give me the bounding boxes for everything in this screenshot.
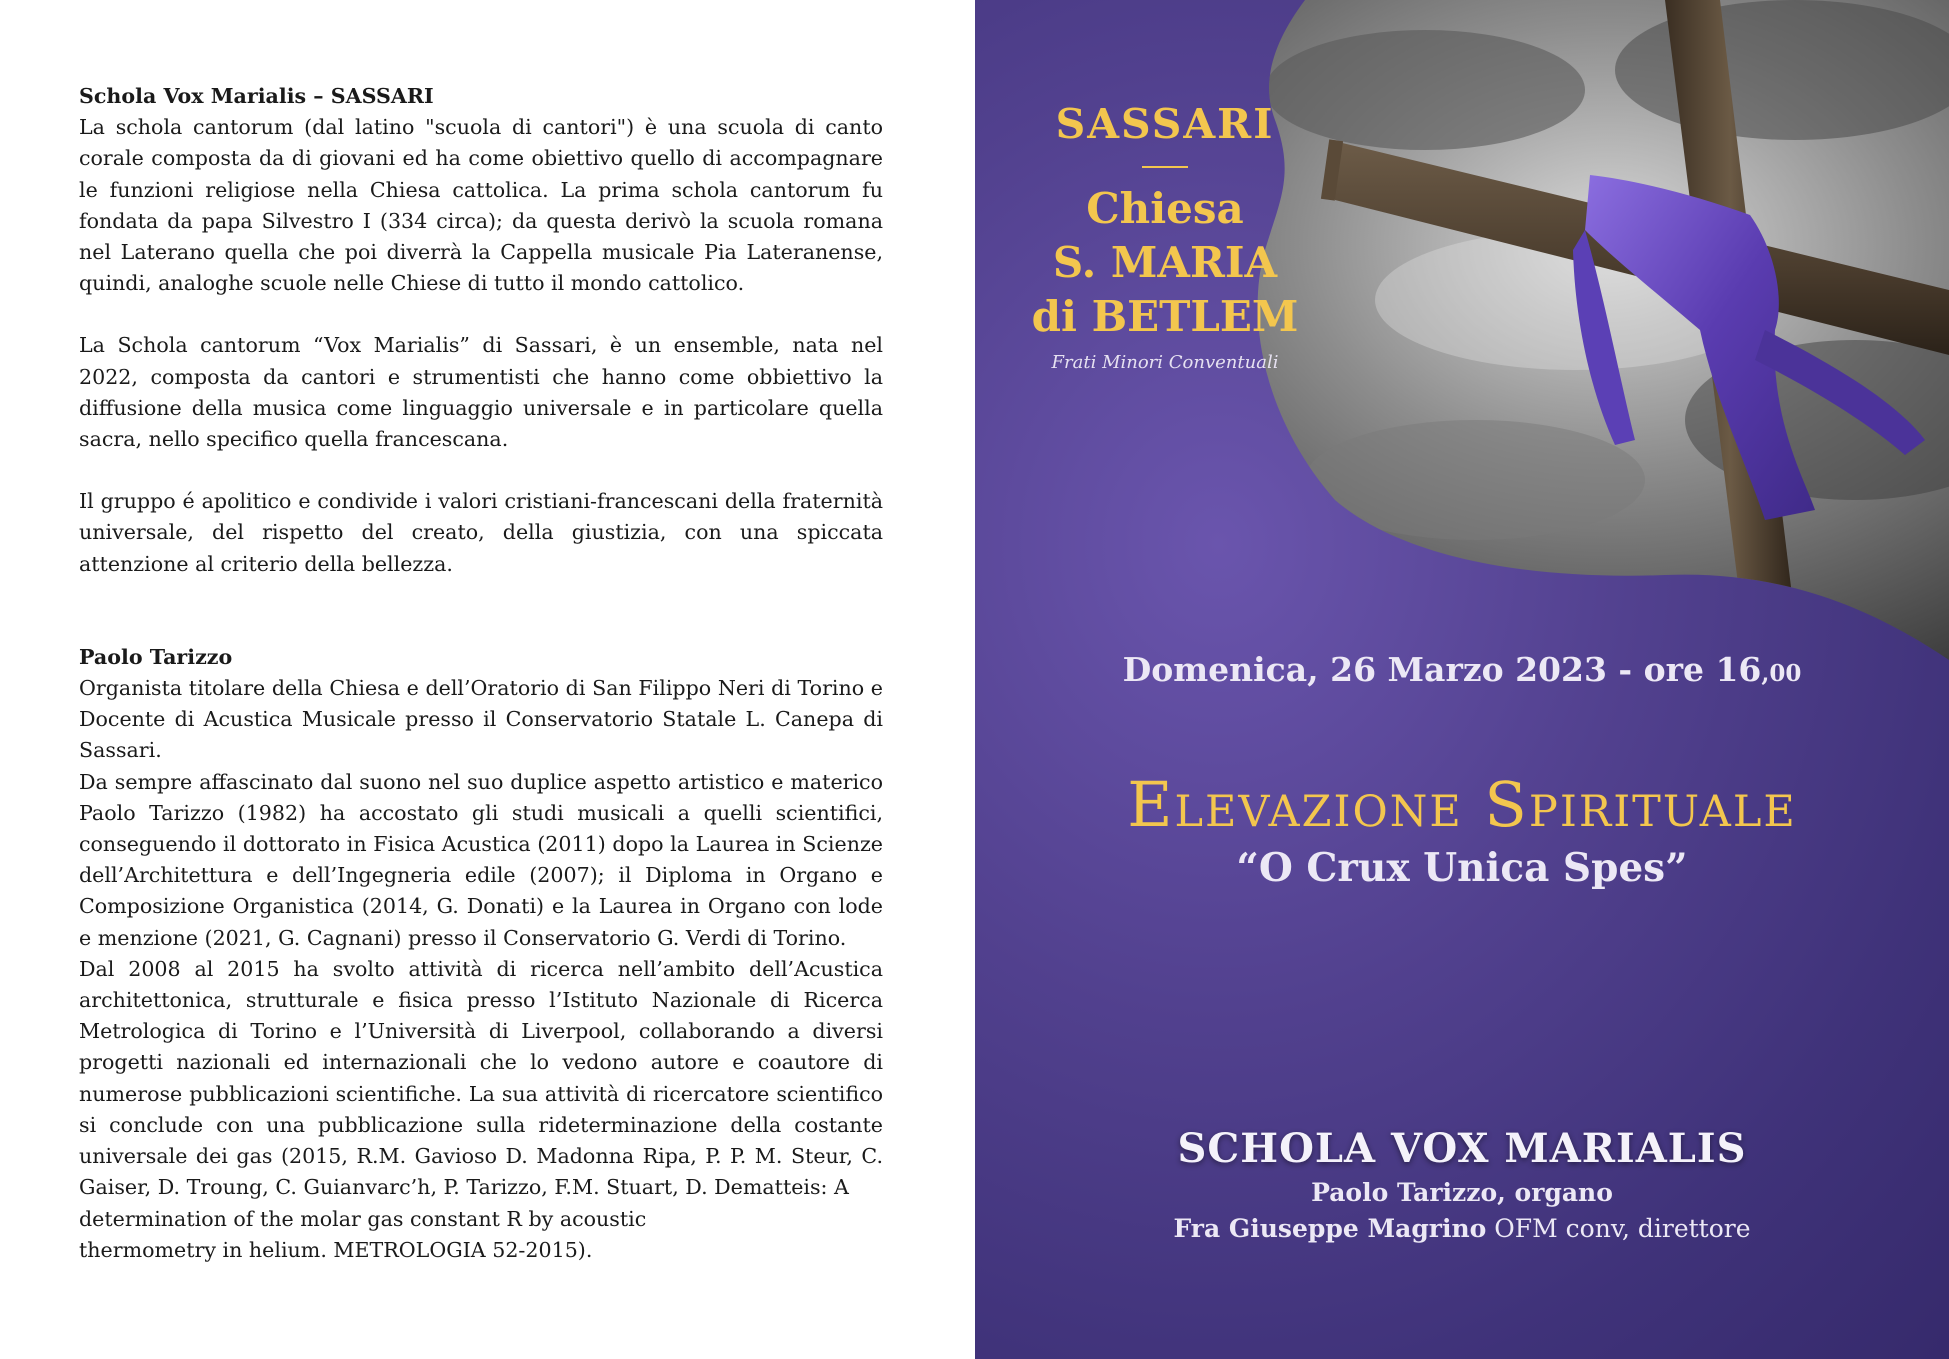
ensemble-name: SCHOLA VOX MARIALIS — [1177, 1125, 1747, 1172]
city-divider — [1142, 166, 1188, 168]
city-name: SASSARI — [1055, 100, 1275, 148]
event-date — [975, 650, 1949, 689]
event-date-main: Domenica, 26 Marzo 2023 - ore 16 — [1122, 650, 1762, 689]
church-name-line-2: di BETLEM — [1031, 292, 1299, 341]
organist-credit: Paolo Tarizzo, organo — [1311, 1178, 1613, 1207]
schola-paragraph-2: La Schola cantorum “Vox Marialis” di Sassari, è un ensemble, nata nel 2022, composta da cantori e strumentisti che hanno come obbiettivo la diffusione della musica come linguaggio universale e in particolare quella sacra, nello specifico quella francescana. — [79, 333, 883, 452]
bio-paragraph-3-line-b: thermometry in helium. METROLOGIA 52-2015). — [79, 1237, 593, 1262]
director-credit — [975, 1214, 1949, 1243]
bio-paragraph-3: Dal 2008 al 2015 ha svolto attività di ricerca nell’ambito dell’Acustica architettonica, strutturale e fisica presso l’Istituto Nazionale di Ricerca Metrologica di Torino e l’Università di Liverpool, collaborando a diversi progetti nazionali ed internazionali che lo vedono autore e coautore di numerose pubblicazioni scientifiche. La sua attività di ricercatore scientifico si conclude con una pubblicazione sulla rideterminazione della costante universale dei gas (2015, R.M. Gavioso D. Madonna Ripa, P. P. M. Steur, C. Gaiser, D. Troung, C. Guianvarc’h, P. Tarizzo, F.M. Stuart, D. Dematteis: A — [79, 956, 883, 1200]
church-name-line-1: S. MARIA — [1052, 238, 1278, 287]
director-role: OFM conv, direttore — [1486, 1214, 1751, 1243]
event-title: Elevazione Spirituale — [1127, 768, 1797, 841]
religious-order: Frati Minori Conventuali — [1051, 352, 1279, 373]
bio-paragraph-2: Da sempre affascinato dal suono nel suo duplice aspetto artistico e materico Paolo Tarizzo (1982) ha accostato gli studi musicali a quelli scientifici, conseguendo il dottorato in Fisica Acustica (2011) dopo la Laurea in Scienze dell’Architettura e dell’Ingegneria edile (2007); il Diploma in Organo e Composizione Organistica (2014, G. Donati) e la Laurea in Organo con lode e menzione (2021, G. Cagnani) presso il Conservatorio G. Verdi di Torino. — [79, 769, 883, 950]
right-page-cover — [975, 0, 1949, 1359]
schola-paragraph-1: La schola cantorum (dal latino "scuola di cantori") è una scuola di canto corale composta da di giovani ed ha come obiettivo quello di accompagnare le funzioni religiose nella Chiesa cattolica. La prima schola cantorum fu fondata da papa Silvestro I (334 circa); da questa derivò la scuola romana nel Laterano quella che poi diverrà la Cappella musicale Pia Lateranense, quindi, analoghe scuole nelle Chiese di tutto il mondo cattolico. — [79, 115, 883, 296]
event-date-minutes: ,00 — [1761, 660, 1802, 687]
schola-heading: Schola Vox Marialis – SASSARI — [79, 84, 434, 108]
event-subtitle: “O Crux Unica Spes” — [1236, 845, 1688, 891]
bio-paragraph-3-line-a: determination of the molar gas constant R by acoustic — [79, 1206, 647, 1231]
bio-paragraph-1: Organista titolare della Chiesa e dell’Oratorio di San Filippo Neri di Torino e Docente di Acustica Musicale presso il Conservatorio Statale L. Canepa di Sassari. — [79, 676, 883, 763]
church-word: Chiesa — [1086, 184, 1244, 233]
left-text-column — [79, 81, 883, 1266]
church-info — [975, 98, 1355, 373]
director-name: Fra Giuseppe Magrino — [1173, 1214, 1487, 1243]
schola-paragraph-3: Il gruppo é apolitico e condivide i valori cristiani-francescani della fraternità universale, del rispetto del creato, della giustizia, con una spiccata attenzione al criterio della bellezza. — [79, 489, 883, 576]
bio-heading: Paolo Tarizzo — [79, 644, 233, 669]
